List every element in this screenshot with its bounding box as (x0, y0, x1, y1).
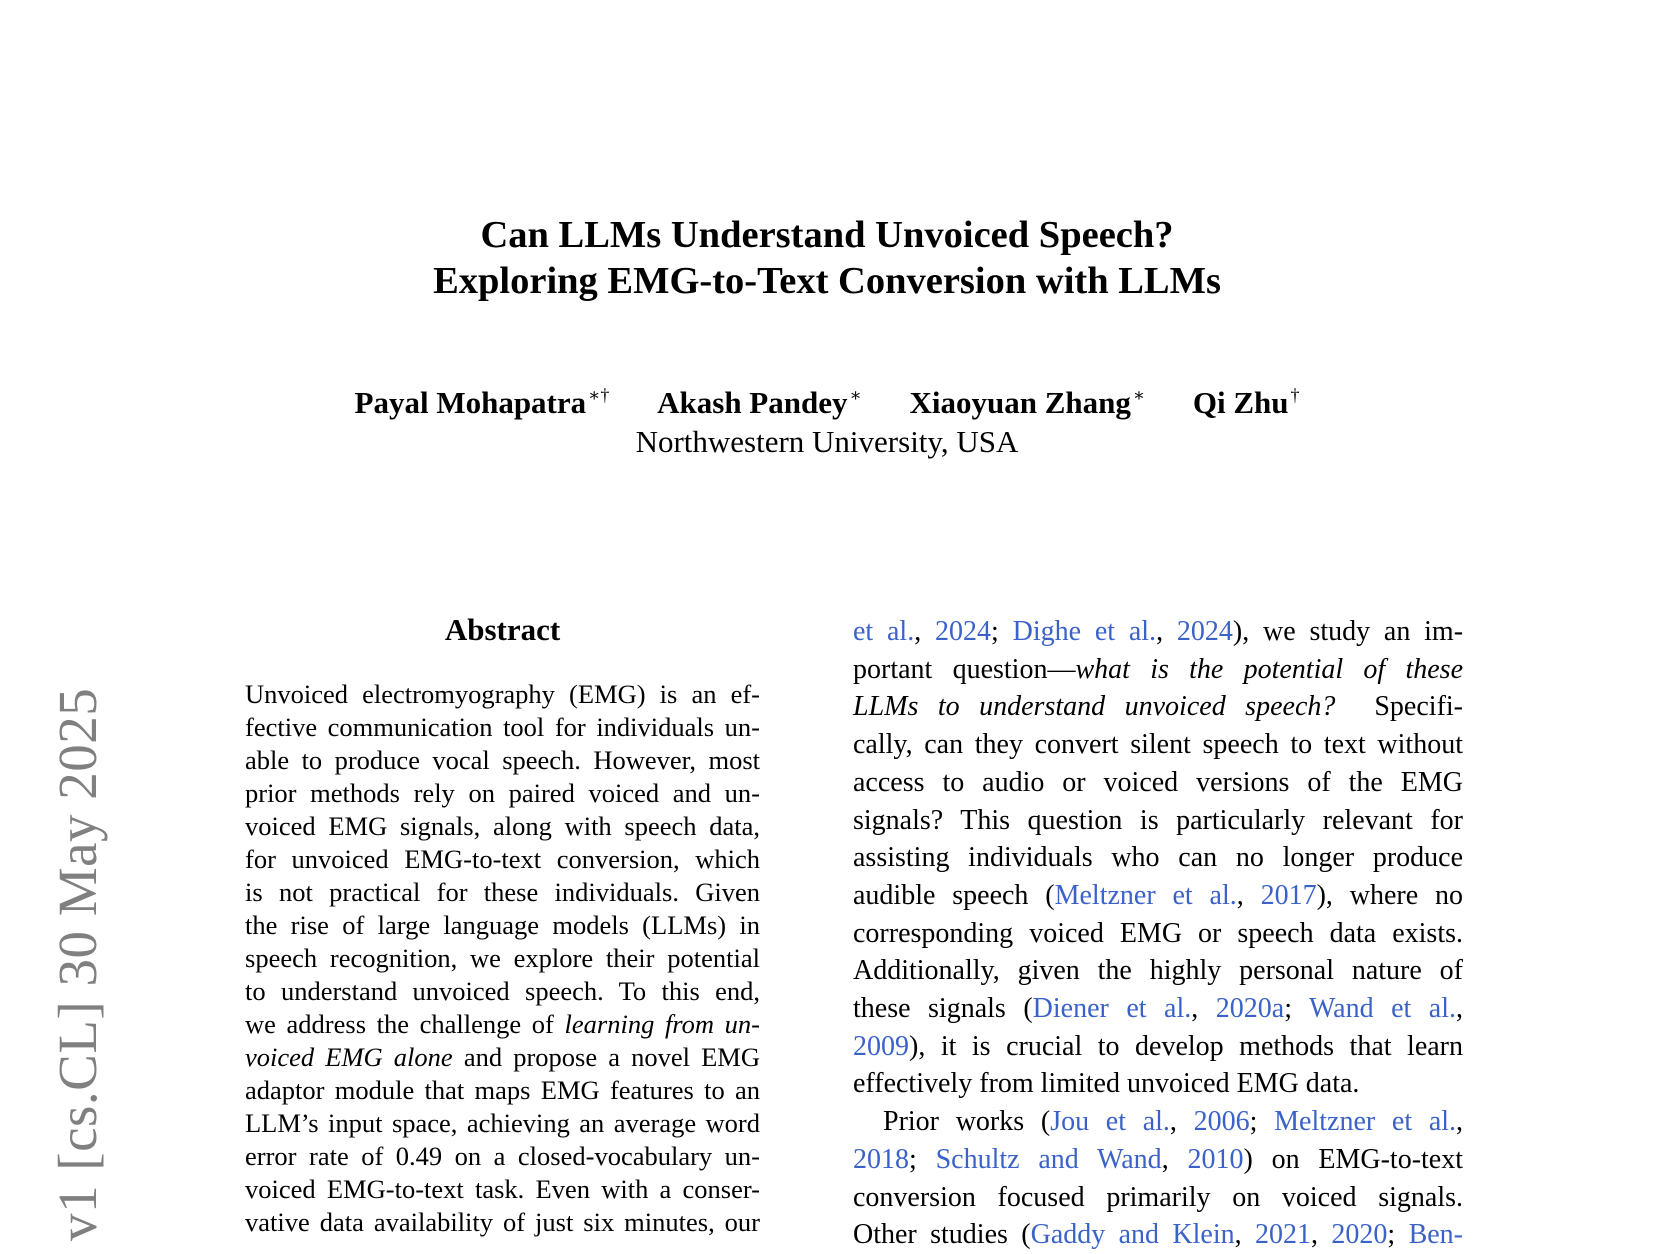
intro-text: , (1236, 879, 1261, 911)
intro-text: , (1456, 993, 1464, 1025)
abstract-line: error rate of 0.49 on a closed-vocabulary un- (245, 1141, 760, 1171)
intro-text: portant question— (853, 653, 1076, 685)
paper-title (0, 212, 1654, 304)
intro-text: ), it is crucial to develop methods that learn (909, 1030, 1463, 1062)
author-name: Qi Zhu (1192, 385, 1289, 420)
author-marks: † (1290, 385, 1300, 405)
abstract-line: vative data availability of just six minutes, our (245, 1207, 760, 1237)
title-line-1: Can LLMs Understand Unvoiced Speech? (480, 214, 1174, 256)
citation-link[interactable]: Meltzner et al. (1274, 1106, 1457, 1138)
intro-text: audible speech ( (853, 879, 1055, 911)
intro-line (853, 651, 1463, 689)
abstract-line: voiced EMG signals, along with speech data, (245, 811, 760, 841)
intro-line: access to audio or voiced versions of the EMG (853, 766, 1463, 798)
author-marks: ∗ (849, 385, 862, 405)
abstract-line: is not practical for these individuals. Given (245, 877, 760, 907)
intro-text: , (914, 616, 936, 647)
author (657, 385, 862, 421)
intro-text: ; (1249, 1106, 1275, 1138)
intro-line (853, 1216, 1463, 1254)
research-question: what is the potential of these (1075, 653, 1463, 685)
citation-link[interactable]: Dighe et al. (1012, 616, 1157, 647)
citation-link[interactable]: Meltzner et al. (1054, 879, 1237, 911)
intro-line (853, 990, 1463, 1028)
abstract-line: speech recognition, we explore their potential (245, 943, 760, 973)
abstract-line: LLM’s input space, achieving an average word (245, 1108, 760, 1138)
intro-text: ; (991, 616, 1013, 647)
author (355, 385, 610, 421)
citation-link[interactable]: 2018 (853, 1143, 909, 1175)
abstract-emphasis: voiced EMG alone (245, 1042, 453, 1072)
intro-line: Additionally, given the highly personal nature of (853, 955, 1463, 987)
intro-text: , (1191, 993, 1216, 1025)
citation-link[interactable]: 2021 (1255, 1219, 1312, 1251)
author-name: Xiaoyuan Zhang (909, 385, 1131, 420)
intro-text: , (1311, 1219, 1332, 1251)
abstract-text: and propose a novel EMG (452, 1042, 760, 1072)
citation-link[interactable]: 2010 (1187, 1143, 1244, 1175)
abstract-line: for unvoiced EMG-to-text conversion, which (245, 844, 760, 874)
intro-text: , (1234, 1219, 1256, 1251)
intro-line: cally, can they convert silent speech to text without (853, 729, 1463, 761)
intro-line (853, 1028, 1463, 1066)
citation-link[interactable]: 2020a (1215, 993, 1285, 1025)
research-question: LLMs to understand unvoiced speech? (853, 691, 1336, 723)
intro-line (853, 613, 1463, 651)
citation-link[interactable]: 2024 (1176, 616, 1233, 647)
intro-line (853, 877, 1463, 915)
intro-text: , (1456, 1106, 1464, 1138)
intro-line (853, 1141, 1463, 1179)
author-name: Payal Mohapatra (354, 385, 587, 420)
intro-text: ; (1387, 1219, 1409, 1251)
intro-text: ), where no (1316, 879, 1463, 911)
intro-line (853, 1103, 1463, 1141)
abstract-line: Unvoiced electromyography (EMG) is an ef- (245, 679, 760, 709)
intro-line: effectively from limited unvoiced EMG data. (853, 1068, 1360, 1100)
intro-text: Prior works ( (883, 1106, 1051, 1138)
abstract-line (245, 1008, 760, 1041)
abstract-line: able to produce vocal speech. However, most (245, 745, 760, 775)
abstract-body (245, 678, 760, 1239)
arxiv-stamp: v1 [cs.CL] 30 May 2025 (47, 687, 108, 1241)
intro-text: ; (1284, 993, 1309, 1025)
intro-text: these signals ( (853, 993, 1033, 1025)
intro-text: Specifi- (1335, 691, 1463, 723)
author-name: Akash Pandey (657, 385, 848, 420)
abstract-heading: Abstract (444, 612, 561, 647)
citation-link[interactable]: 2020 (1331, 1219, 1388, 1251)
intro-line: corresponding voiced EMG or speech data exists. (853, 917, 1463, 949)
author-list (0, 385, 1654, 421)
citation-link[interactable]: Wand et al. (1308, 993, 1457, 1025)
affiliation: Northwestern University, USA (635, 424, 1019, 459)
introduction-body (853, 613, 1463, 1254)
author (909, 385, 1145, 421)
abstract-line: to understand unvoiced speech. To this end, (245, 976, 760, 1006)
abstract-line (245, 1041, 760, 1074)
intro-text: ) on EMG-to-text (1243, 1143, 1464, 1175)
intro-line: assisting individuals who can no longer produce (853, 842, 1463, 874)
title-line-2: Exploring EMG-to-Text Conversion with LLMs (433, 260, 1221, 302)
author-marks: ∗ (1132, 385, 1146, 405)
citation-link[interactable]: Schultz and Wand (935, 1143, 1162, 1175)
citation-link[interactable]: 2024 (935, 616, 992, 647)
intro-text: ; (909, 1143, 936, 1175)
citation-link[interactable]: et al. (853, 616, 915, 647)
abstract-line: fective communication tool for individuals un- (245, 712, 760, 742)
abstract-line: adaptor module that maps EMG features to an (245, 1075, 760, 1105)
citation-link[interactable]: 2006 (1193, 1106, 1250, 1138)
citation-link[interactable]: Ben- (1408, 1219, 1463, 1251)
citation-link[interactable]: 2009 (853, 1030, 909, 1062)
intro-text: ), we study an im- (1232, 616, 1464, 647)
intro-line: conversion focused primarily on voiced signals. (853, 1181, 1463, 1213)
author (1193, 385, 1300, 421)
intro-text: Other studies ( (853, 1219, 1031, 1251)
abstract-line: the rise of large language models (LLMs) in (245, 910, 760, 940)
intro-text: , (1156, 616, 1177, 647)
citation-link[interactable]: Gaddy and Klein (1030, 1219, 1235, 1251)
citation-link[interactable]: 2017 (1260, 879, 1317, 911)
abstract-emphasis: learning from un- (564, 1009, 760, 1039)
citation-link[interactable]: Jou et al. (1050, 1106, 1170, 1138)
intro-line: signals? This question is particularly relevant for (853, 804, 1463, 836)
abstract-line: voiced EMG-to-text task. Even with a conser- (245, 1174, 760, 1204)
author-marks: ∗† (588, 385, 610, 405)
citation-link[interactable]: Diener et al. (1032, 993, 1192, 1025)
intro-text: , (1169, 1106, 1194, 1138)
intro-line (853, 688, 1463, 726)
intro-text: , (1161, 1143, 1188, 1175)
abstract-text: we address the challenge of (245, 1009, 565, 1039)
abstract-line: prior methods rely on paired voiced and un- (245, 778, 760, 808)
